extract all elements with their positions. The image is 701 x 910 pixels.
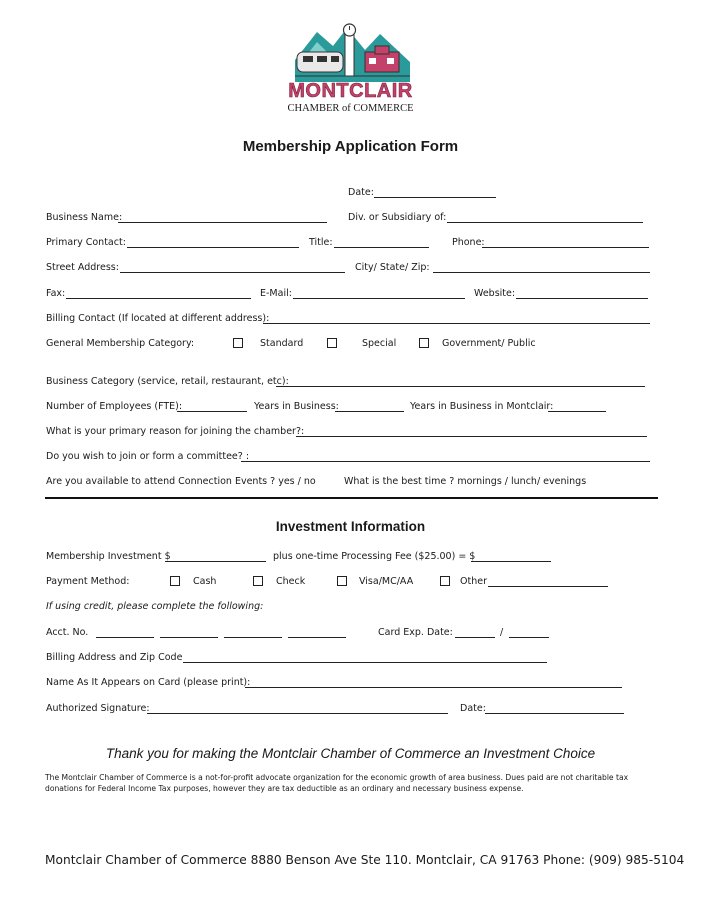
- acct-no-field-1[interactable]: [96, 637, 154, 638]
- website-field[interactable]: [516, 298, 648, 299]
- business-name-field[interactable]: [118, 222, 327, 223]
- email-label: E-Mail:: [260, 288, 292, 299]
- card-exp-slash: /: [500, 627, 504, 638]
- connection-events-label[interactable]: Are you available to attend Connection Events ? yes / no: [46, 476, 316, 487]
- thank-you-message: Thank you for making the Montclair Chamber of Commerce an Investment Choice: [105, 746, 596, 761]
- form-title: Membership Application Form: [242, 138, 459, 155]
- logo-name: MONTCLAIR: [288, 80, 413, 102]
- acct-no-field-2[interactable]: [160, 637, 218, 638]
- signature-date-field[interactable]: [485, 713, 624, 714]
- membership-category-label: General Membership Category:: [46, 338, 195, 349]
- processing-total-field[interactable]: [471, 561, 551, 562]
- fax-field[interactable]: [66, 298, 251, 299]
- section-divider: [45, 497, 658, 499]
- title-label: Title:: [309, 237, 333, 248]
- committee-label: Do you wish to join or form a committee? :: [46, 451, 250, 462]
- special-checkbox[interactable]: [327, 338, 337, 348]
- primary-contact-label: Primary Contact:: [46, 237, 126, 248]
- billing-address-label: Billing Address and Zip Code: [46, 652, 183, 663]
- signature-field[interactable]: [147, 713, 448, 714]
- other-checkbox[interactable]: [440, 576, 450, 586]
- email-field[interactable]: [293, 298, 465, 299]
- phone-field[interactable]: [482, 247, 649, 248]
- city-state-zip-field[interactable]: [433, 272, 650, 273]
- div-subsidiary-label: Div. or Subsidiary of:: [348, 212, 447, 223]
- billing-contact-field[interactable]: [263, 323, 650, 324]
- payment-method-label: Payment Method:: [46, 576, 130, 587]
- check-label: Check: [276, 576, 306, 587]
- years-montclair-label: Years in Business in Montclair:: [410, 401, 554, 412]
- chamber-logo-icon: [295, 20, 410, 82]
- primary-contact-field[interactable]: [127, 247, 299, 248]
- employees-label: Number of Employees (FTE):: [46, 401, 183, 412]
- membership-investment-field[interactable]: [165, 561, 266, 562]
- signature-label: Authorized Signature:: [46, 703, 150, 714]
- phone-label: Phone:: [452, 237, 485, 248]
- name-on-card-label: Name As It Appears on Card (please print):: [46, 677, 251, 688]
- years-business-field[interactable]: [335, 411, 404, 412]
- business-category-label: Business Category (service, retail, restaurant, etc):: [46, 376, 289, 387]
- employees-field[interactable]: [177, 411, 247, 412]
- business-category-field[interactable]: [276, 386, 645, 387]
- street-address-field[interactable]: [120, 272, 345, 273]
- best-time-label[interactable]: What is the best time ? mornings / lunch/ evenings: [344, 476, 587, 487]
- other-label: Other: [460, 576, 487, 587]
- logo-subtitle: CHAMBER of COMMERCE: [287, 103, 414, 114]
- primary-reason-label: What is your primary reason for joining the chamber?:: [46, 426, 305, 437]
- card-exp-year-field[interactable]: [509, 637, 549, 638]
- standard-label: Standard: [260, 338, 304, 349]
- processing-fee-label: plus one-time Processing Fee ($25.00) = $: [273, 551, 476, 562]
- chamber-logo: [295, 20, 410, 82]
- date-field[interactable]: [374, 197, 496, 198]
- cash-label: Cash: [193, 576, 217, 587]
- business-name-label: Business Name:: [46, 212, 123, 223]
- government-checkbox[interactable]: [419, 338, 429, 348]
- footer-contact: Montclair Chamber of Commerce 8880 Benson Ave Ste 110. Montclair, CA 91763 Phone: (909) 985-5104: [45, 853, 685, 867]
- primary-reason-field[interactable]: [296, 436, 647, 437]
- date-label: Date:: [348, 187, 374, 198]
- name-on-card-field[interactable]: [245, 687, 622, 688]
- street-address-label: Street Address:: [46, 262, 119, 273]
- committee-field[interactable]: [241, 461, 650, 462]
- card-exp-label: Card Exp. Date:: [378, 627, 453, 638]
- visa-label: Visa/MC/AA: [359, 576, 414, 587]
- cash-checkbox[interactable]: [170, 576, 180, 586]
- government-label: Government/ Public: [442, 338, 536, 349]
- credit-note: If using credit, please complete the following:: [46, 601, 264, 612]
- div-subsidiary-field[interactable]: [447, 222, 643, 223]
- website-label: Website:: [474, 288, 516, 299]
- acct-no-field-4[interactable]: [288, 637, 346, 638]
- membership-investment-label: Membership Investment $: [46, 551, 171, 562]
- special-label: Special: [362, 338, 397, 349]
- fax-label: Fax:: [46, 288, 66, 299]
- years-business-label: Years in Business:: [254, 401, 339, 412]
- billing-address-field[interactable]: [183, 662, 547, 663]
- billing-contact-label: Billing Contact (If located at different address):: [46, 313, 270, 324]
- investment-heading: Investment Information: [275, 519, 426, 534]
- acct-no-field-3[interactable]: [224, 637, 282, 638]
- disclaimer-text: The Montclair Chamber of Commerce is a not-for-profit advocate organization for the economic growth of area business. Dues paid are not charitable tax donations for Federal Income Tax purposes, however they are tax deductible as an ordinary and necessary business expense.: [45, 773, 629, 793]
- standard-checkbox[interactable]: [233, 338, 243, 348]
- city-state-zip-label: City/ State/ Zip:: [355, 262, 430, 273]
- card-exp-month-field[interactable]: [455, 637, 495, 638]
- acct-no-label: Acct. No.: [46, 627, 89, 638]
- title-field[interactable]: [334, 247, 429, 248]
- visa-checkbox[interactable]: [337, 576, 347, 586]
- years-montclair-field[interactable]: [548, 411, 606, 412]
- signature-date-label: Date:: [460, 703, 486, 714]
- check-checkbox[interactable]: [253, 576, 263, 586]
- other-field[interactable]: [488, 586, 608, 587]
